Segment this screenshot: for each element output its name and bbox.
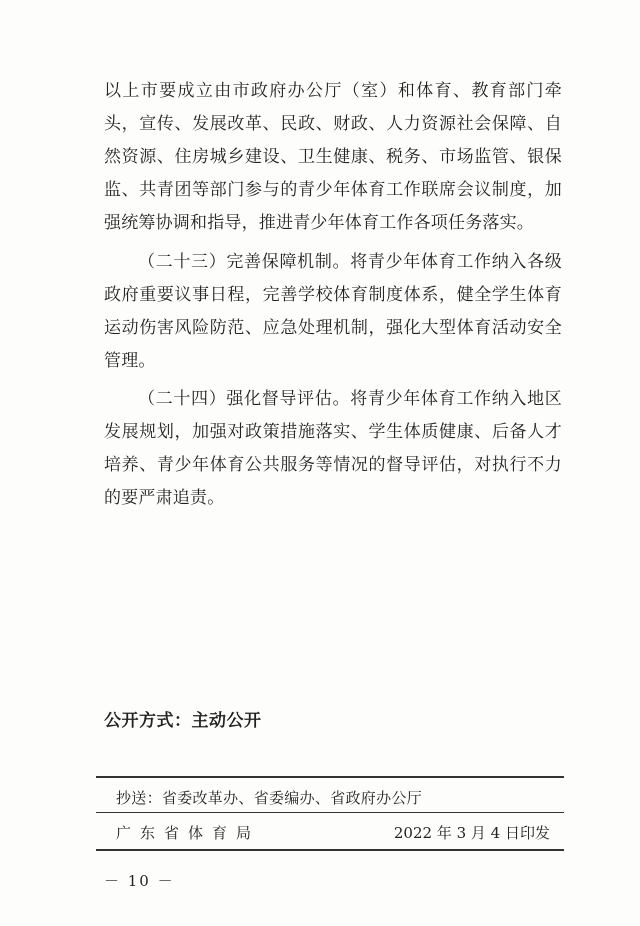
issue-date: 2022 年 3 月 4 日印发: [393, 824, 550, 842]
cc-recipients: 抄送：省委改革办、省委编办、省政府办公厅: [116, 789, 423, 807]
disclosure-method: 公开方式：主动公开: [104, 711, 262, 731]
footer-rule-bottom: [96, 849, 564, 851]
body-paragraph-3: （二十四）强化督导评估。将青少年体育工作纳入地区发展规划，加强对政策措施落实、学生体质健康、后备人才培养、青少年体育公共服务等情况的督导评估，对执行不力的要严肃追责。: [104, 389, 562, 508]
page-number: － 10 －: [104, 872, 175, 890]
issue-info-row: [116, 822, 550, 843]
body-paragraph-2: （二十三）完善保障机制。将青少年体育工作纳入各级政府重要议事日程，完善学校体育制度体系，健全学生体育运动伤害风险防范、应急处理机制，强化大型体育活动安全管理。: [104, 252, 562, 371]
body-paragraph-1: 以上市要成立由市政府办公厅（室）和体育、教育部门牵头，宣传、发展改革、民政、财政、人力资源社会保障、自然资源、住房城乡建设、卫生健康、税务、市场监管、银保监、共青团等部门参与的青少年体育工作联席会议制度，加强统筹协调和指导，推进青少年体育工作各项任务落实。: [104, 81, 562, 233]
footer-rule-middle: [96, 812, 564, 813]
footer-rule-top: [96, 776, 564, 778]
issuing-authority: 广东省体育局: [116, 824, 261, 842]
